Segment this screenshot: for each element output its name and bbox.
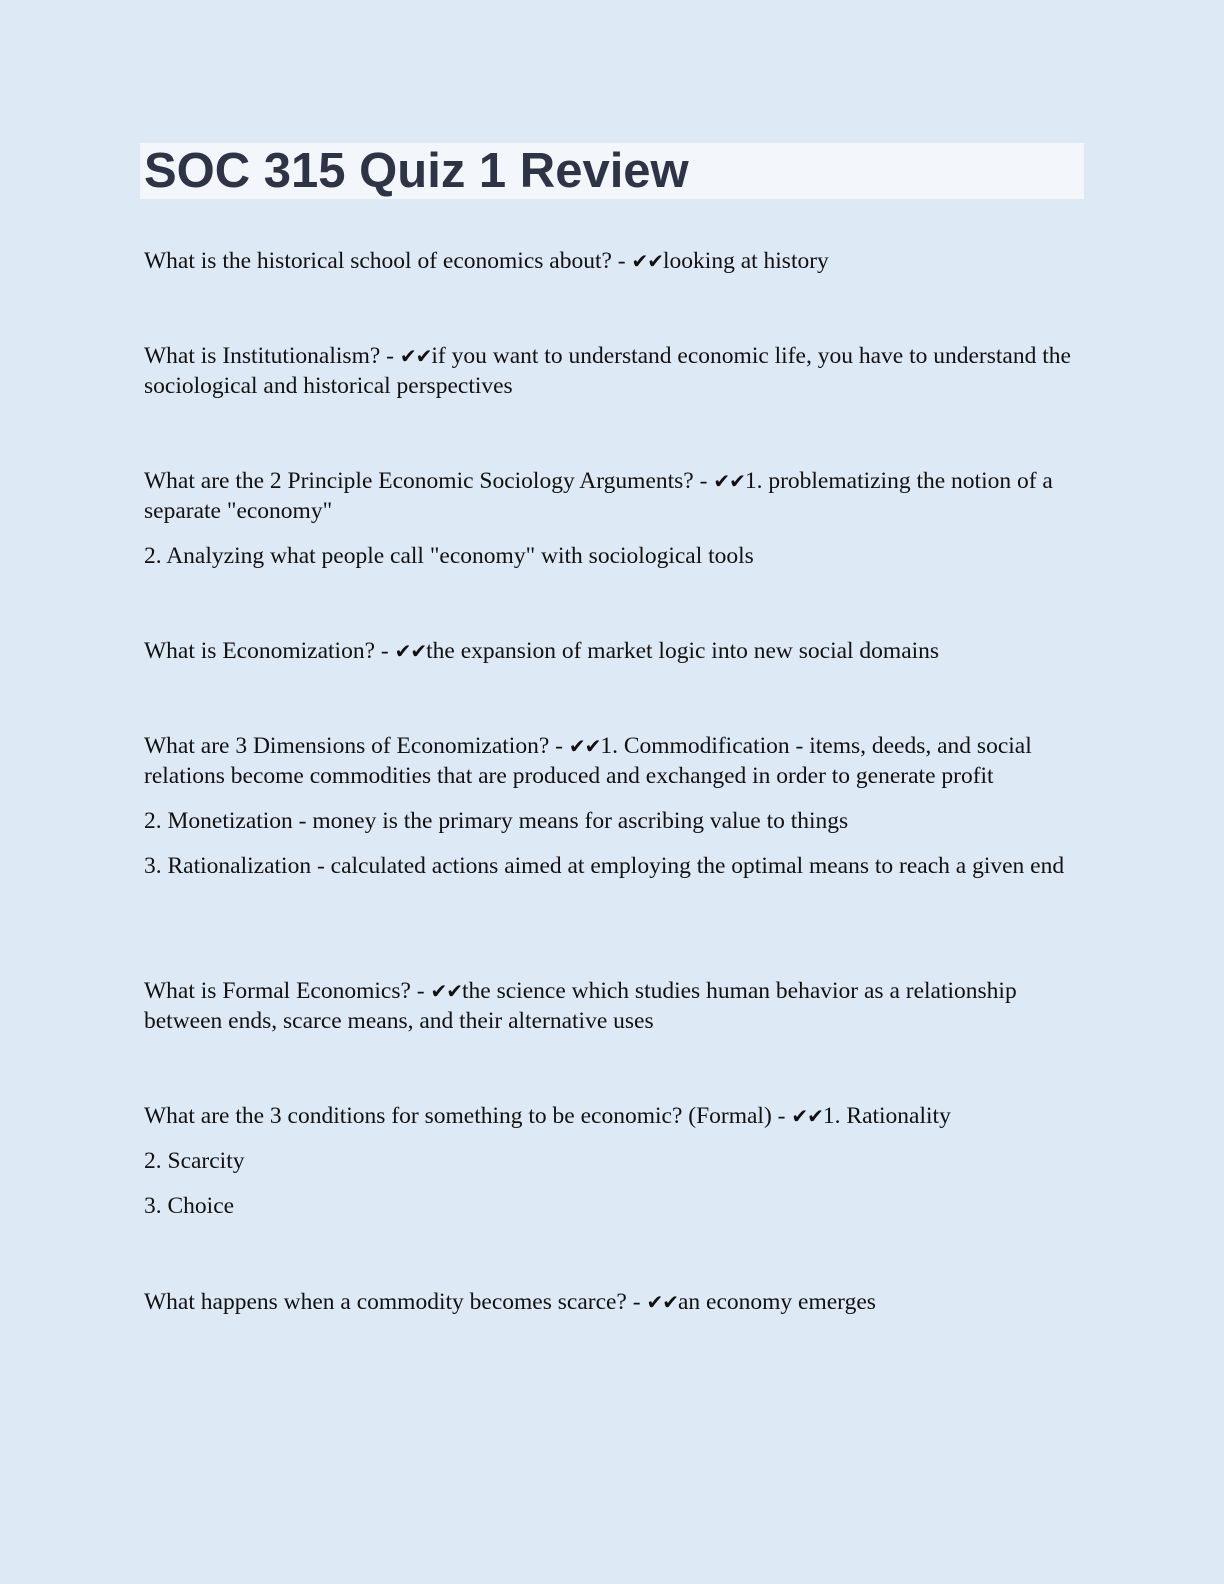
answer-text: 1. problematizing the notion of a separate "economy" [144,468,1053,524]
double-check-icon: ✔✔ [430,979,463,1003]
question-text: What are the 2 Principle Economic Sociology Arguments? - [144,468,714,494]
question-text: What are the 3 conditions for something to be economic? (Formal) - [144,1103,792,1129]
qa-item [144,1101,1074,1221]
answer-continuation: 2. Scarcity [144,1148,245,1174]
double-check-icon: ✔✔ [399,344,432,368]
question-text: What happens when a commodity becomes scarce? - [144,1289,647,1315]
answer-text: the science which studies human behavior as a relationship between ends, scarce means, and their alternative uses [144,978,1017,1034]
qa-item [144,636,1074,666]
qa-item [144,731,1074,881]
qa-line [144,976,1074,1036]
double-check-icon: ✔✔ [791,1104,823,1128]
double-check-icon: ✔✔ [646,1290,678,1314]
qa-line [144,636,1074,666]
qa-line [144,731,1074,791]
qa-line [144,1287,1074,1317]
question-text: What is the historical school of economics about? - [144,248,632,274]
qa-item [144,1287,1074,1317]
double-check-icon: ✔✔ [713,469,745,493]
qa-line [144,246,1074,276]
answer-text: if you want to understand economic life, you have to understand the sociological and historical perspectives [144,343,1071,399]
qa-item [144,341,1074,401]
answer-continuation: 2. Monetization - money is the primary means for ascribing value to things [144,808,849,834]
question-text: What is Economization? - [144,638,395,664]
qa-item [144,976,1074,1036]
answer-continuation: 2. Analyzing what people call "economy" with sociological tools [144,543,754,569]
qa-item [144,246,1074,276]
answer-continuation: 3. Rationalization - calculated actions aimed at employing the optimal means to reach a given end [144,853,1065,879]
page-title: SOC 315 Quiz 1 Review [144,144,689,198]
answer-text: 1. Rationality [822,1103,951,1129]
answer-text: 1. Commodification - items, deeds, and social relations become commodities that are produced and exchanged in order to generate profit [144,733,1032,789]
double-check-icon: ✔✔ [394,639,427,663]
qa-line [144,341,1074,401]
qa-line [144,1101,1074,1131]
question-text: What are 3 Dimensions of Economization? - [144,733,569,759]
question-text: What is Formal Economics? - [144,978,431,1004]
double-check-icon: ✔✔ [568,734,601,758]
qa-line [144,466,1074,526]
title-banner [140,143,1084,199]
answer-text: an economy emerges [677,1289,876,1315]
qa-item [144,466,1074,571]
answer-text: looking at history [663,248,829,274]
answer-continuation: 3. Choice [144,1193,235,1219]
question-text: What is Institutionalism? - [144,343,400,369]
double-check-icon: ✔✔ [631,249,664,273]
answer-text: the expansion of market logic into new social domains [426,638,940,664]
